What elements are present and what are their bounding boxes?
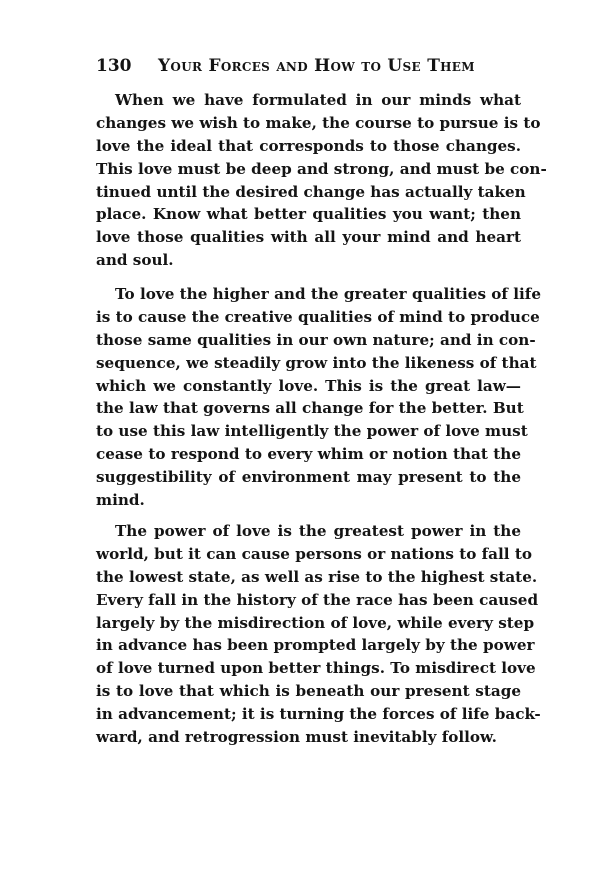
text-line: Every fall in the history of the race has been caused [96,590,539,609]
text-line: The power of love is the greatest power in the [115,522,521,540]
text-line: the law that governs all change for the better. But [96,399,524,418]
text-line: changes we wish to make, the course to pursue is to [96,113,541,132]
text-line: love those qualities with all your mind and heart [96,228,521,247]
text-line: tinued until the desired change has actually taken [96,182,526,201]
text-line: largely by the misdirection of love, while every step [96,613,535,632]
text-line: cease to respond to every whim or notion that the [96,445,521,464]
running-title: Your Forces and How to Use Them [158,56,475,76]
text-line: is to cause the creative qualities of mind to produce [96,307,540,326]
text-line: When we have formulated in our minds what [115,91,521,109]
text-line: to use this law intelligently the power of love must [96,422,528,441]
text-line: in advancement; it is turning the forces of life back- [96,705,541,724]
running-header [96,56,521,80]
paragraph-1 [96,89,547,272]
text-line: ward, and retrogression must inevitably follow. [96,728,497,747]
text-line: mind. [96,491,145,510]
text-line: those same qualities in our own nature; and in con- [96,330,536,349]
text-line: which we constantly love. This is the great law— [96,376,521,395]
text-line: is to love that which is beneath our present stage [96,682,521,701]
text-line: sequence, we steadily grow into the likeness of that [96,353,537,372]
text-line: of love turned upon better things. To misdirect love [96,659,536,678]
text-line: world, but it can cause persons or nations to fall to [96,544,532,563]
text-line: the lowest state, as well as rise to the highest state. [96,567,538,586]
text-line: in advance has been prompted largely by the power [96,636,535,655]
text-line: love the ideal that corresponds to those changes. [96,136,521,155]
text-line: place. Know what better qualities you want; then [96,205,521,224]
paragraph-3 [96,520,541,749]
paragraph-2 [96,283,541,512]
text-line: This love must be deep and strong, and must be con- [96,159,547,178]
text-line: and soul. [96,251,174,270]
text-line: suggestibility of environment may present to the [96,468,521,487]
page-number: 130 [96,56,132,76]
text-line: To love the higher and the greater qualities of life [115,285,541,303]
